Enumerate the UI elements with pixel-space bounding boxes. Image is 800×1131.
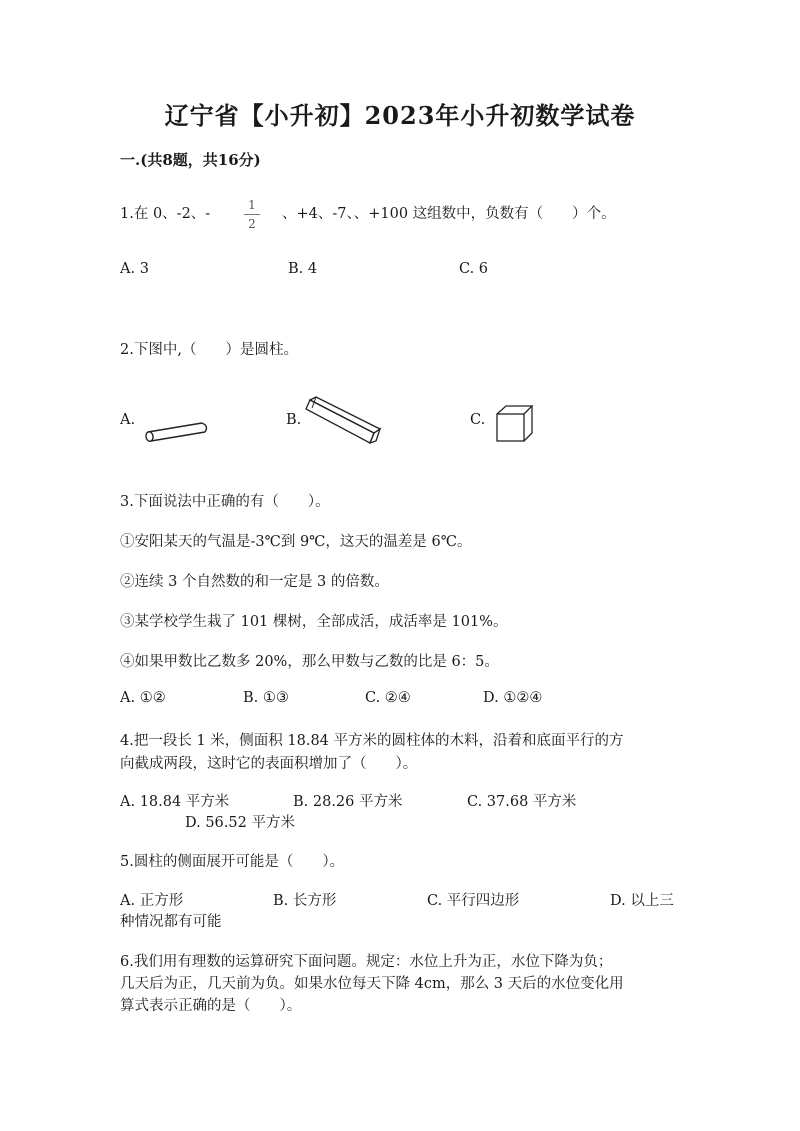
q3-option-a[interactable]: A. ①② — [120, 690, 166, 706]
triangular-prism-figure — [300, 395, 385, 447]
q1-option-b[interactable]: B. 4 — [288, 261, 318, 277]
q2-option-a[interactable]: A. — [120, 412, 136, 428]
q2-option-b[interactable]: B. — [286, 412, 302, 428]
q1-option-c[interactable]: C. 6 — [459, 261, 489, 277]
q3-option-c[interactable]: C. ②④ — [365, 690, 411, 706]
cylinder-rod-figure — [140, 418, 215, 448]
q4-text-line2: 向截成两段，这时它的表面积增加了（ ）。 — [120, 756, 418, 772]
q5-option-a[interactable]: A. 正方形 — [120, 893, 184, 909]
q2-text: 2.下图中,（ ）是圆柱。 — [120, 342, 298, 358]
q2-option-c[interactable]: C. — [470, 412, 486, 428]
q3-statement-1: ①安阳某天的气温是-3℃到 9℃，这天的温差是 6℃。 — [120, 534, 472, 550]
q6-text-line2: 几天后为正，几天前为负。如果水位每天下降 4cm，那么 3 天后的水位变化用 — [120, 976, 624, 992]
q3-statement-2: ②连续 3 个自然数的和一定是 3 的倍数。 — [120, 574, 389, 590]
q1-fraction-bar — [244, 214, 260, 215]
q5-option-d[interactable]: D. 以上三 — [610, 893, 674, 909]
q1-fraction-numerator: 1 — [248, 198, 256, 212]
q6-text-line3: 算式表示正确的是（ ）。 — [120, 998, 302, 1014]
q4-option-b[interactable]: B. 28.26 平方米 — [293, 794, 403, 810]
cube-figure — [494, 404, 536, 444]
q3-statement-4: ④如果甲数比乙数多 20%，那么甲数与乙数的比是 6：5。 — [120, 654, 499, 670]
q4-option-d[interactable]: D. 56.52 平方米 — [185, 815, 295, 831]
q1-text-part2: 、+4、-7、、+100 这组数中，负数有（ ）个。 — [282, 206, 616, 222]
q1-option-a[interactable]: A. 3 — [120, 261, 149, 277]
q4-option-c[interactable]: C. 37.68 平方米 — [467, 794, 577, 810]
q6-text-line1: 6.我们用有理数的运算研究下面问题。规定：水位上升为正，水位下降为负； — [120, 954, 613, 970]
q1-text-part1: 1.在 0、-2、- — [120, 206, 211, 222]
q3-text: 3.下面说法中正确的有（ ）。 — [120, 494, 330, 510]
q3-option-b[interactable]: B. ①③ — [243, 690, 289, 706]
q5-option-b[interactable]: B. 长方形 — [273, 893, 337, 909]
q4-text-line1: 4.把一段长 1 米，侧面积 18.84 平方米的圆柱体的木料，沿着和底面平行的方 — [120, 733, 624, 749]
q3-statement-3: ③某学校学生栽了 101 棵树，全部成活，成活率是 101%。 — [120, 614, 508, 630]
q5-option-c[interactable]: C. 平行四边形 — [427, 893, 520, 909]
section-heading: 一.(共8题，共16分) — [120, 151, 261, 169]
q5-text: 5.圆柱的侧面展开可能是（ ）。 — [120, 854, 345, 870]
q1-fraction-denominator: 2 — [248, 217, 256, 231]
q4-option-a[interactable]: A. 18.84 平方米 — [120, 794, 230, 810]
page-title: 辽宁省【小升初】2023年小升初数学试卷 — [164, 101, 636, 130]
q1-fraction — [244, 198, 260, 231]
q3-option-d[interactable]: D. ①②④ — [483, 690, 543, 706]
q5-option-d-continued: 种情况都有可能 — [120, 914, 222, 930]
